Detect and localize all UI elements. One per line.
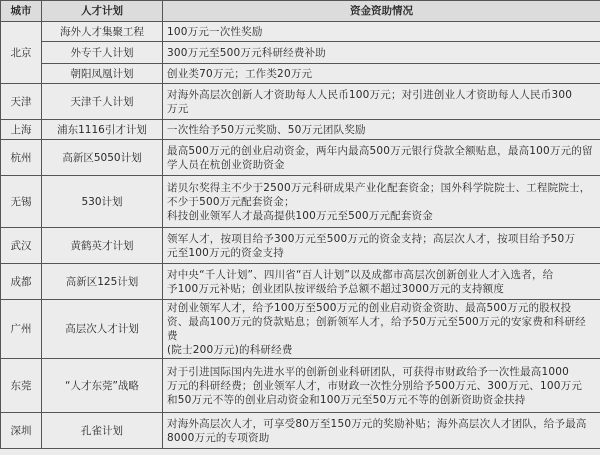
table-row <box>1 176 600 228</box>
funding-description-line: 对海外高层次创新人才资助每人人民币100万元；对引进创业人才资助每人人民币300 <box>167 88 573 101</box>
funding-description-line: 对海外高层次人才，可享受80万至150万元的奖励补贴；海外高层次人才团队，给予最高 <box>167 417 587 430</box>
city-cell: 东莞 <box>1 359 42 413</box>
program-name-cell: 高层次人才计划 <box>42 300 163 359</box>
funding-description-cell <box>163 228 600 264</box>
funding-description-line: 万元 <box>167 102 189 115</box>
table-row <box>1 42 600 64</box>
table-row <box>1 120 600 140</box>
program-name-cell: “人才东莞”战略 <box>42 359 163 413</box>
header-program: 人才计划 <box>42 1 163 22</box>
funding-description-line: 予100万元补贴；创业团队按评级给予总额不超过3000万元的支持额度 <box>167 282 505 295</box>
table-row <box>1 140 600 176</box>
funding-description-line: 元至100万元的资金支持 <box>167 246 284 259</box>
funding-description-cell <box>163 140 600 176</box>
table-row <box>1 84 600 120</box>
city-cell: 成都 <box>1 264 42 300</box>
table-row <box>1 413 600 449</box>
program-name-cell: 朝阳凤凰计划 <box>42 64 163 84</box>
funding-description-line: 资、最高100万元的贷款贴息；创新领军人才，给予50万元至500万元的安家费和科研经费 <box>167 316 586 342</box>
funding-description-cell <box>163 42 600 64</box>
funding-description-line: 100万元一次性奖励 <box>167 25 263 38</box>
funding-description-cell <box>163 264 600 300</box>
city-cell: 天津 <box>1 84 42 120</box>
funding-description-line: 创业类70万元；工作类20万元 <box>167 67 313 80</box>
table-row <box>1 359 600 413</box>
header-city: 城市 <box>1 1 42 22</box>
table-row <box>1 264 600 300</box>
program-name-cell: 浦东1116引才计划 <box>42 120 163 140</box>
funding-description-cell <box>163 300 600 359</box>
program-name-cell: 高新区125计划 <box>42 264 163 300</box>
table-row <box>1 64 600 84</box>
funding-description-line: 对于引进国际国内先进水平的创新创业科研团队，可获得市财政给予一次性最高1000 <box>167 365 570 378</box>
funding-description-line: 不少于500万元配套资金； <box>167 195 295 208</box>
header-funding: 资金资助情况 <box>163 1 600 22</box>
funding-description-cell <box>163 413 600 449</box>
program-name-cell: 孔雀计划 <box>42 413 163 449</box>
program-name-cell: 外专千人计划 <box>42 42 163 64</box>
city-cell: 无锡 <box>1 176 42 228</box>
funding-description-cell <box>163 359 600 413</box>
funding-description-cell <box>163 120 600 140</box>
program-name-cell: 天津千人计划 <box>42 84 163 120</box>
program-name-cell: 530计划 <box>42 176 163 228</box>
funding-description-line: 领军人才，按项目给予300万元至500万元的资金支持；高层次人才，按项目给予50万 <box>167 232 576 245</box>
table-header-row <box>1 1 600 22</box>
city-cell: 武汉 <box>1 228 42 264</box>
table-row <box>1 228 600 264</box>
funding-description-line: 300万元至500万元科研经费补助 <box>167 46 326 59</box>
funding-description-line: 万元的科研经费；创业领军人才，市财政一次性分别给予500万元、300万元、100万元 <box>167 379 583 392</box>
funding-description-line: 对中央“千人计划”、四川省“百人计划”以及成都市高层次创新创业人才入选者，给 <box>167 268 554 281</box>
funding-description-cell <box>163 176 600 228</box>
funding-description-cell <box>163 22 600 42</box>
funding-description-line: 8000万元的专项资助 <box>167 431 270 444</box>
city-cell: 北京 <box>1 22 42 84</box>
program-name-cell: 海外人才集聚工程 <box>42 22 163 42</box>
funding-description-line: (院士200万元)的科研经费 <box>167 344 293 356</box>
funding-description-line: 最高500万元的创业启动资金，两年内最高500万元银行贷款全额贴息，最高100万元的留 <box>167 144 593 157</box>
funding-description-line: 学人员在杭创业资助资金 <box>167 158 285 171</box>
table-body <box>1 22 600 449</box>
program-name-cell: 黄鹤英才计划 <box>42 228 163 264</box>
funding-description-line: 诺贝尔奖得主不少于2500万元科研成果产业化配套资金；国外科学院院士、工程院院士， <box>167 181 591 194</box>
funding-description-line: 一次性给予50万元奖励、50万元团队奖励 <box>167 123 366 136</box>
funding-description-cell <box>163 84 600 120</box>
program-name-cell: 高新区5050计划 <box>42 140 163 176</box>
table-row <box>1 300 600 359</box>
city-cell: 深圳 <box>1 413 42 449</box>
city-cell: 上海 <box>1 120 42 140</box>
city-cell: 杭州 <box>1 140 42 176</box>
funding-description-line: 对创业领军人才，给予100万至500万元的创业启动资金资助、最高500万元的股权投 <box>167 302 572 314</box>
funding-description-line: 和50万元不等的创业启动资金和100万元至50万元不等的创新资助资金扶持 <box>167 393 526 406</box>
funding-description-cell <box>163 64 600 84</box>
city-cell: 广州 <box>1 300 42 359</box>
table-row <box>1 22 600 42</box>
funding-description-line: 科技创业领军人才最高提供100万元至500万元配套资金 <box>167 209 433 222</box>
